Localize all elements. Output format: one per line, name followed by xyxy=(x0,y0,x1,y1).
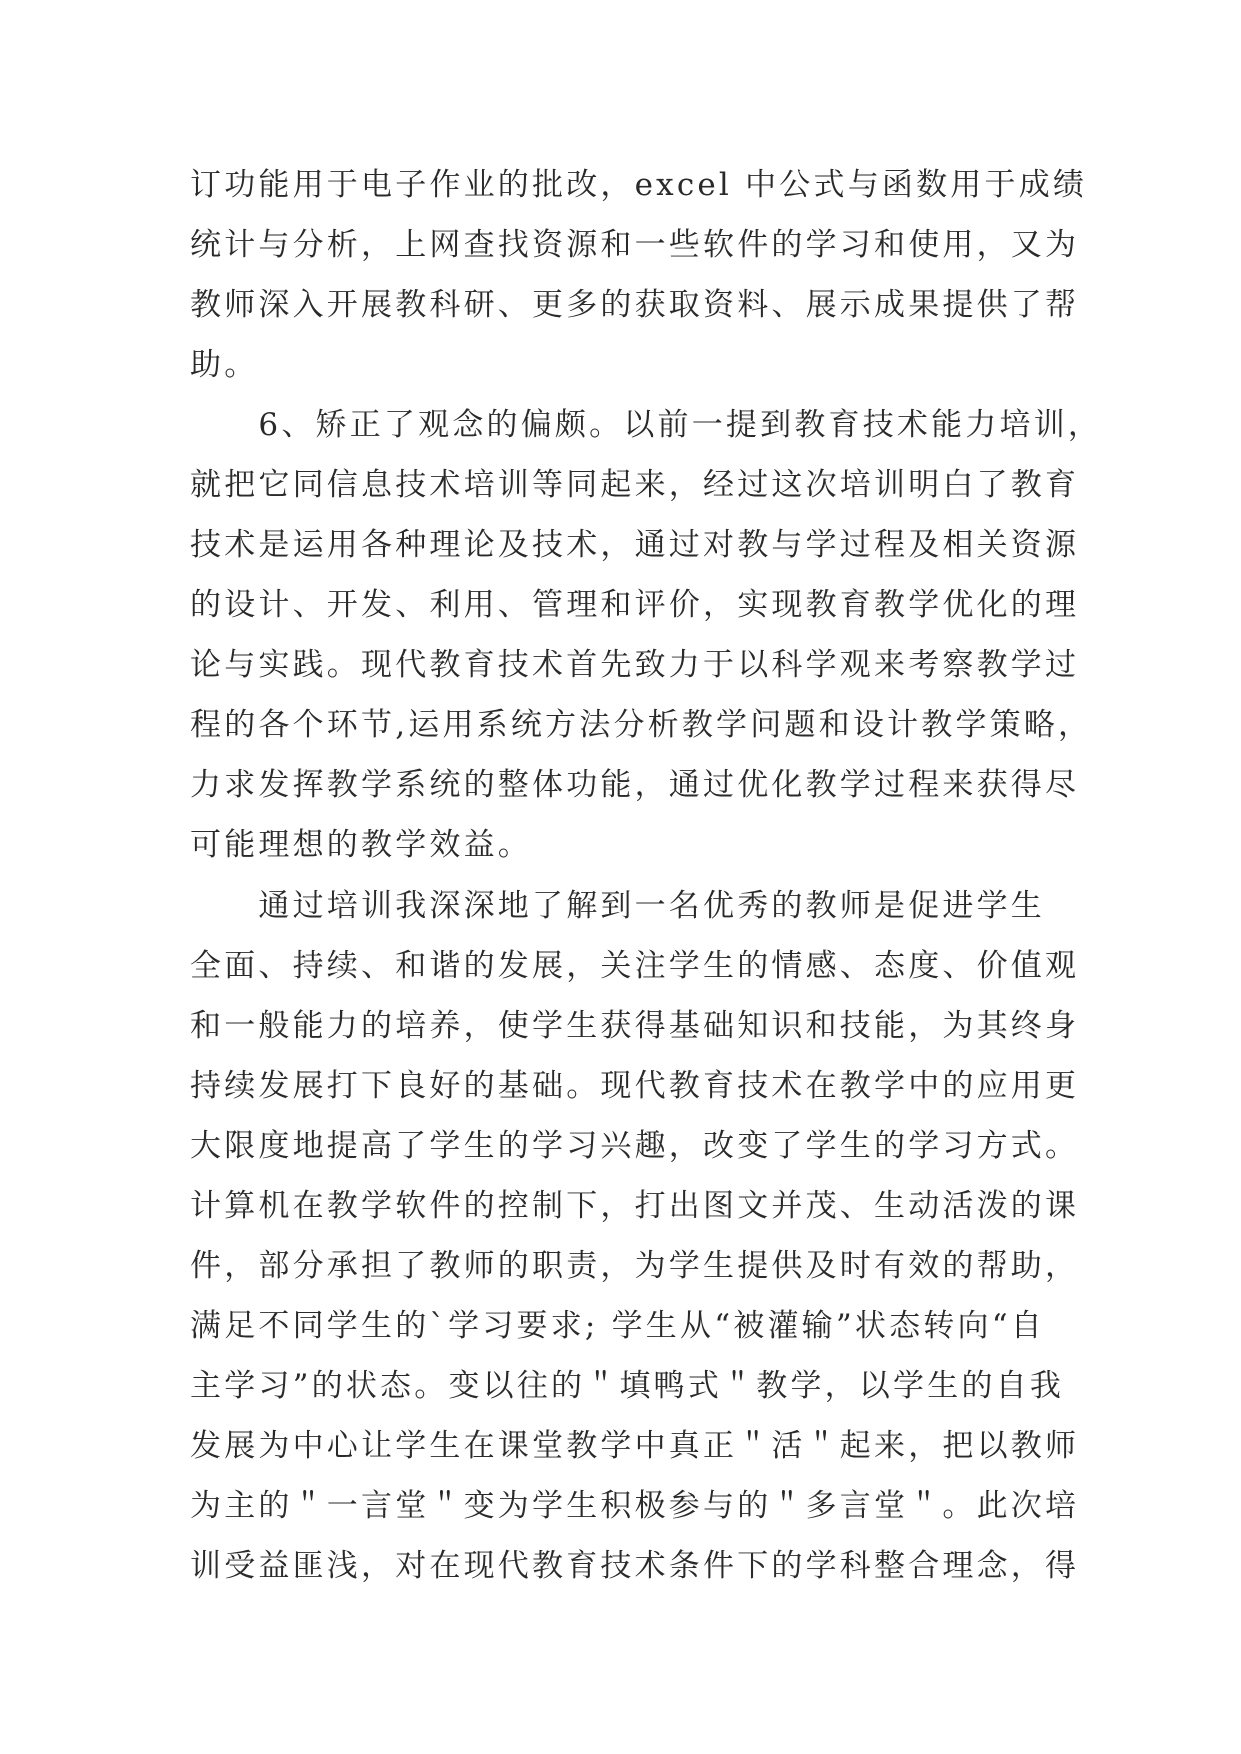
paragraph-start-line: 6、矫正了观念的偏颇。以前一提到教育技术能力培训， xyxy=(190,407,1103,443)
text-line: 发展为中心让学生在课堂教学中真正＂活＂起来，把以教师 xyxy=(190,1428,1080,1464)
text-line: 统计与分析，上网查找资源和一些软件的学习和使用，又为 xyxy=(190,227,1080,263)
text-line: 订功能用于电子作业的批改，excel 中公式与函数用于成绩 xyxy=(190,167,1088,203)
paragraph-start-line: 通过培训我深深地了解到一名优秀的教师是促进学生 xyxy=(190,888,1045,924)
text-line: 的设计、开发、利用、管理和评价，实现教育教学优化的理 xyxy=(190,587,1080,623)
text-line: 就把它同信息技术培训等同起来，经过这次培训明白了教育 xyxy=(190,467,1080,503)
text-line: 论与实践。现代教育技术首先致力于以科学观来考察教学过 xyxy=(190,647,1080,683)
text-line: 技术是运用各种理论及技术，通过对教与学过程及相关资源 xyxy=(190,527,1080,563)
text-line: 计算机在教学软件的控制下，打出图文并茂、生动活泼的课 xyxy=(190,1188,1080,1224)
text-line: 大限度地提高了学生的学习兴趣，改变了学生的学习方式。 xyxy=(190,1128,1080,1164)
text-line: 教师深入开展教科研、更多的获取资料、展示成果提供了帮 xyxy=(190,287,1080,323)
text-line: 程的各个环节,运用系统方法分析教学问题和设计教学策略， xyxy=(190,707,1093,743)
text-line: 力求发挥教学系统的整体功能，通过优化教学过程来获得尽 xyxy=(190,767,1080,803)
text-line: 持续发展打下良好的基础。现代教育技术在教学中的应用更 xyxy=(190,1068,1080,1104)
text-line: 可能理想的教学效益。 xyxy=(190,827,532,863)
text-line: 助。 xyxy=(190,347,259,383)
text-line: 件，部分承担了教师的职责，为学生提供及时有效的帮助， xyxy=(190,1248,1080,1284)
text-line: 训受益匪浅，对在现代教育技术条件下的学科整合理念，得 xyxy=(190,1548,1080,1584)
text-line: 全面、持续、和谐的发展，关注学生的情感、态度、价值观 xyxy=(190,948,1080,984)
text-line: 和一般能力的培养，使学生获得基础知识和技能，为其终身 xyxy=(190,1008,1080,1044)
text-line: 满足不同学生的`学习要求; 学生从“被灌输”状态转向“自 xyxy=(190,1308,1045,1344)
text-line: 为主的＂一言堂＂变为学生积极参与的＂多言堂＂。此次培 xyxy=(190,1488,1080,1524)
text-line: 主学习”的状态。变以往的＂填鸭式＂教学，以学生的自我 xyxy=(190,1368,1065,1404)
